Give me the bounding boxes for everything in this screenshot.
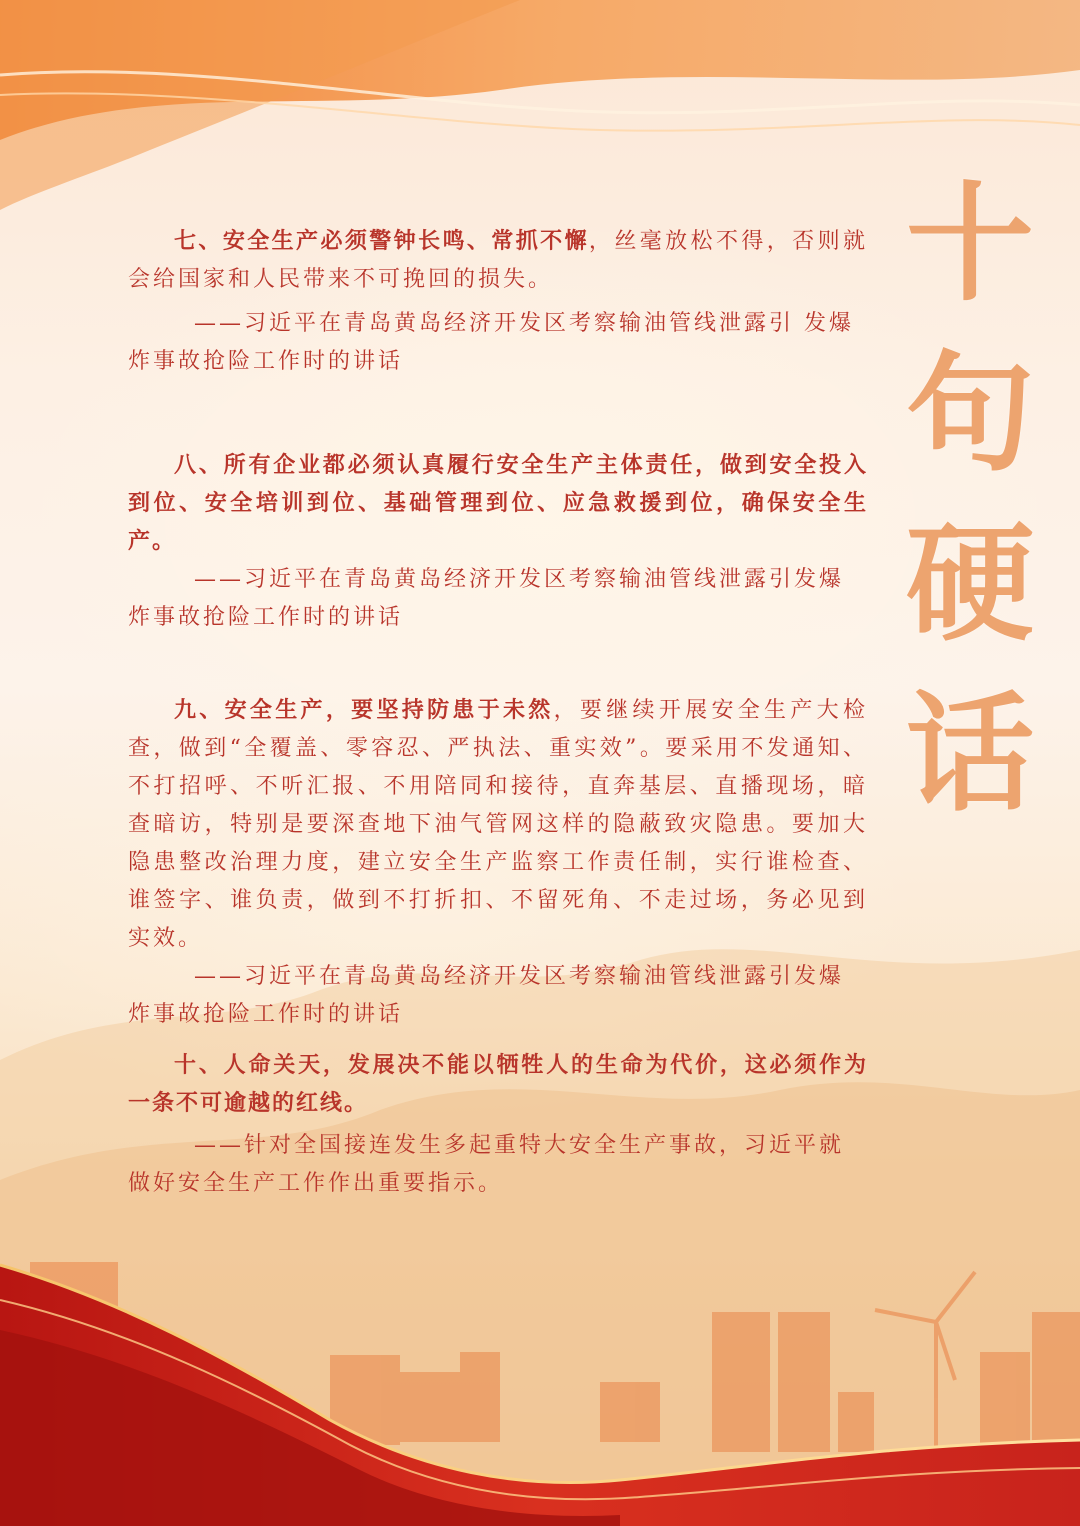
- section-seven-heading: 七、安全生产必须警钟长鸣、常抓不懈: [174, 229, 589, 254]
- title-char-3: 硬: [905, 510, 1034, 659]
- section-seven-text: [128, 223, 868, 299]
- section-nine-text: [128, 692, 868, 958]
- section-nine-heading: 九、安全生产，要坚持防患于未然: [174, 698, 554, 723]
- section-seven: [128, 223, 868, 381]
- section-seven-body: ，丝毫放松不得，否则就会给国家和人民带来不可挽回的损失。: [128, 229, 868, 292]
- section-ten: [128, 1047, 868, 1203]
- section-ten-text: 十、人命关天，发展决不能以牺牲人的生命为代价，这必须作为一条不可逾越的红线。: [128, 1053, 868, 1116]
- section-nine-source: ——习近平在青岛黄岛经济开发区考察输油管线泄露引发爆炸事故抢险工作时的讲话: [128, 964, 845, 1027]
- section-nine: [128, 692, 868, 1034]
- title-char-4: 话: [905, 680, 1034, 829]
- section-nine-body: ，要继续开展安全生产大检查，做到“全覆盖、零容忍、严执法、重实效”。要采用不发通知、不打招呼、不听汇报、不用陪同和接待，直奔基层、直播现场，暗查暗访，特别是要深查地下油气管网这样的隐蔽致灾隐患。要加大隐患整改治理力度，建立安全生产监察工作责任制，实行谁检查、谁签字、谁负责，做到不打折扣、不留死角、不走过场，务必见到实效。: [128, 698, 868, 951]
- title-char-2: 句: [905, 340, 1034, 489]
- section-eight-source: ——习近平在青岛黄岛经济开发区考察输油管线泄露引发爆炸事故抢险工作时的讲话: [128, 567, 845, 630]
- section-eight: [128, 447, 868, 637]
- vertical-title: [905, 160, 1035, 840]
- section-ten-source: ——针对全国接连发生多起重特大安全生产事故，习近平就做好安全生产工作作出重要指示。: [128, 1133, 845, 1196]
- title-char-1: 十: [905, 170, 1034, 319]
- section-eight-text: 八、所有企业都必须认真履行安全生产主体责任，做到安全投入到位、安全培训到位、基础管理到位、应急救援到位，确保安全生产。: [128, 453, 868, 554]
- section-seven-source: ——习近平在青岛黄岛经济开发区考察输油管线泄露引 发爆炸事故抢险工作时的讲话: [128, 311, 854, 374]
